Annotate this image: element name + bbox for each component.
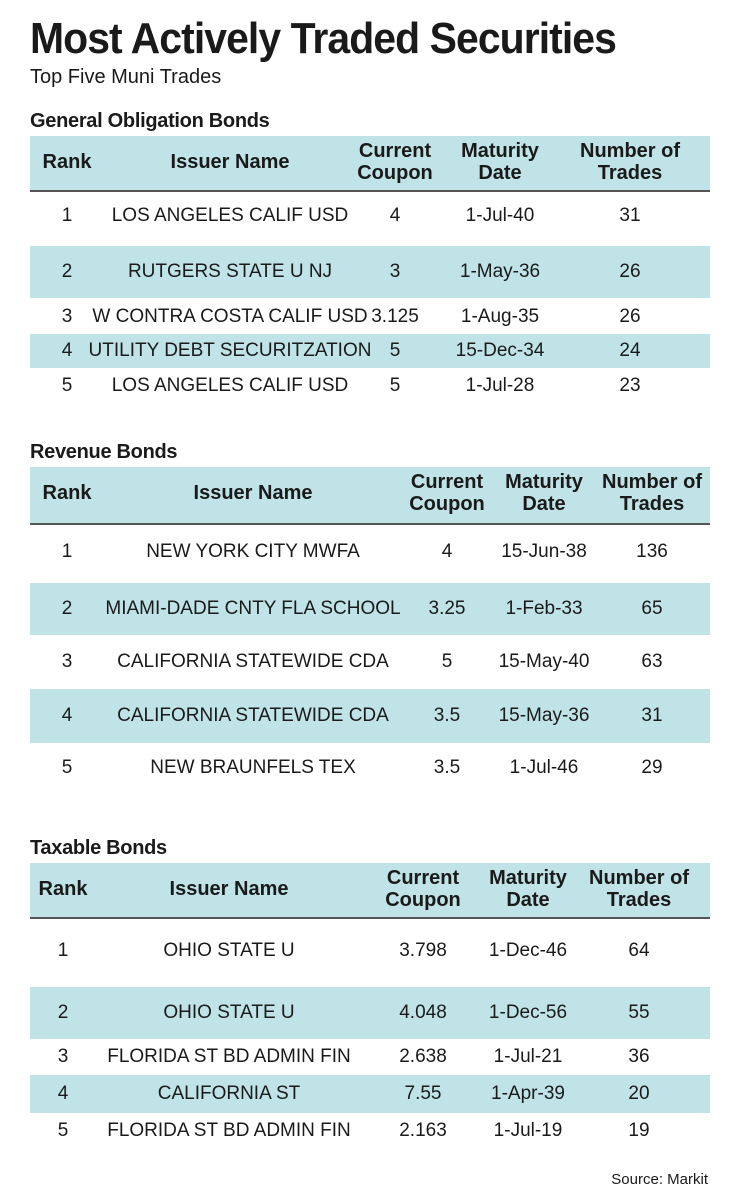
header-coupon: Current Coupon: [409, 471, 485, 515]
cell-maturity: 1-Jul-28: [465, 375, 535, 396]
cell-coupon: 3.125: [371, 306, 419, 327]
cell-rank: 1: [61, 205, 73, 226]
cell-coupon: 4: [389, 205, 401, 226]
cell-issuer: LOS ANGELES CALIF USD: [111, 205, 349, 226]
cell-rank: 4: [57, 1083, 69, 1104]
cell-rank: 5: [57, 1120, 69, 1141]
table-row: [30, 300, 710, 334]
cell-trades: 55: [628, 1002, 650, 1023]
cell-issuer: W CONTRA COSTA CALIF USD: [92, 306, 368, 327]
table-header: [30, 136, 710, 192]
section-label: Revenue Bonds: [30, 441, 178, 463]
cell-trades: 136: [636, 541, 668, 562]
cell-coupon: 5: [441, 651, 453, 672]
cell-coupon: 5: [389, 340, 401, 361]
header-trades: Number of Trades: [589, 867, 689, 911]
cell-trades: 29: [641, 757, 663, 778]
cell-issuer: CALIFORNIA STATEWIDE CDA: [117, 705, 389, 726]
cell-maturity: 1-May-36: [459, 261, 541, 282]
cell-coupon: 7.55: [404, 1083, 442, 1104]
header-issuer: Issuer Name: [170, 151, 290, 173]
cell-issuer: OHIO STATE U: [163, 940, 295, 961]
section-label: Taxable Bonds: [30, 837, 167, 859]
cell-trades: 63: [641, 651, 663, 672]
table-row: [30, 583, 710, 635]
cell-rank: 4: [61, 340, 73, 361]
header-rank: Rank: [42, 151, 92, 173]
cell-maturity: 1-Apr-39: [491, 1083, 565, 1104]
cell-issuer: NEW YORK CITY MWFA: [146, 541, 360, 562]
cell-issuer: OHIO STATE U: [163, 1002, 295, 1023]
cell-maturity: 1-Jul-46: [509, 757, 579, 778]
cell-coupon: 4: [441, 541, 453, 562]
cell-maturity: 1-Jul-19: [493, 1120, 563, 1141]
cell-issuer: MIAMI-DADE CNTY FLA SCHOOL: [105, 598, 401, 619]
cell-rank: 2: [61, 598, 73, 619]
cell-rank: 4: [61, 705, 73, 726]
cell-maturity: 15-May-40: [498, 651, 590, 672]
cell-trades: 26: [619, 261, 641, 282]
table-row: [30, 987, 710, 1039]
cell-rank: 5: [61, 375, 73, 396]
cell-maturity: 15-Dec-34: [455, 340, 545, 361]
cell-coupon: 2.638: [399, 1046, 447, 1067]
cell-rank: 5: [61, 757, 73, 778]
cell-coupon: 3: [389, 261, 401, 282]
table-row: [30, 689, 710, 743]
cell-maturity: 1-Feb-33: [505, 598, 583, 619]
table-row: [30, 368, 710, 404]
table-row: [30, 1039, 710, 1075]
cell-coupon: 3.5: [433, 705, 461, 726]
header-maturity: Maturity Date: [461, 140, 539, 184]
cell-rank: 3: [57, 1046, 69, 1067]
cell-issuer: CALIFORNIA ST: [157, 1083, 301, 1104]
cell-maturity: 15-Jun-38: [501, 541, 587, 562]
cell-trades: 31: [619, 205, 641, 226]
table-header: [30, 467, 710, 525]
table-row: [30, 1075, 710, 1113]
cell-issuer: LOS ANGELES CALIF USD: [111, 375, 349, 396]
securities-table: [30, 467, 710, 793]
header-maturity: Maturity Date: [489, 867, 567, 911]
cell-maturity: 1-Dec-56: [488, 1002, 568, 1023]
table-row: [30, 917, 710, 985]
header-issuer: Issuer Name: [169, 878, 289, 900]
cell-issuer: CALIFORNIA STATEWIDE CDA: [117, 651, 389, 672]
table-row: [30, 635, 710, 689]
table-header: [30, 863, 710, 919]
cell-issuer: RUTGERS STATE U NJ: [127, 261, 333, 282]
cell-trades: 20: [628, 1083, 650, 1104]
cell-trades: 65: [641, 598, 663, 619]
cell-trades: 64: [628, 940, 650, 961]
header-maturity: Maturity Date: [505, 471, 583, 515]
cell-rank: 3: [61, 306, 73, 327]
cell-trades: 19: [628, 1120, 650, 1141]
table-row: [30, 246, 710, 298]
page-title: Most Actively Traded Securities: [30, 14, 616, 63]
table-row: [30, 1113, 710, 1149]
cell-trades: 23: [619, 375, 641, 396]
securities-table: [30, 863, 710, 1149]
cell-rank: 2: [57, 1002, 69, 1023]
table-row: [30, 743, 710, 793]
table-row: [30, 334, 710, 368]
header-trades: Number of Trades: [580, 140, 680, 184]
header-rank: Rank: [38, 878, 88, 900]
cell-issuer: FLORIDA ST BD ADMIN FIN: [107, 1120, 351, 1141]
cell-rank: 3: [61, 651, 73, 672]
header-coupon: Current Coupon: [357, 140, 433, 184]
table-row: [30, 190, 710, 242]
header-rank: Rank: [42, 482, 92, 504]
header-trades: Number of Trades: [602, 471, 702, 515]
cell-maturity: 1-Dec-46: [488, 940, 568, 961]
cell-coupon: 2.163: [399, 1120, 447, 1141]
cell-maturity: 1-Aug-35: [460, 306, 540, 327]
cell-maturity: 1-Jul-40: [465, 205, 535, 226]
header-issuer: Issuer Name: [193, 482, 313, 504]
cell-maturity: 1-Jul-21: [493, 1046, 563, 1067]
table-row: [30, 523, 710, 581]
header-coupon: Current Coupon: [385, 867, 461, 911]
cell-coupon: 4.048: [399, 1002, 447, 1023]
cell-issuer: FLORIDA ST BD ADMIN FIN: [107, 1046, 351, 1067]
securities-table: [30, 136, 710, 404]
page-subtitle: Top Five Muni Trades: [30, 66, 222, 88]
cell-rank: 1: [57, 940, 69, 961]
cell-trades: 36: [628, 1046, 650, 1067]
section-label: General Obligation Bonds: [30, 110, 270, 132]
cell-rank: 1: [61, 541, 73, 562]
cell-issuer: UTILITY DEBT SECURITZATION: [88, 340, 372, 361]
cell-coupon: 3.5: [433, 757, 461, 778]
cell-maturity: 15-May-36: [498, 705, 590, 726]
cell-coupon: 3.25: [428, 598, 466, 619]
cell-trades: 31: [641, 705, 663, 726]
cell-issuer: NEW BRAUNFELS TEX: [150, 757, 356, 778]
cell-rank: 2: [61, 261, 73, 282]
cell-coupon: 3.798: [399, 940, 447, 961]
cell-trades: 24: [619, 340, 641, 361]
cell-trades: 26: [619, 306, 641, 327]
source-note: Source: Markit: [611, 1171, 708, 1188]
cell-coupon: 5: [389, 375, 401, 396]
